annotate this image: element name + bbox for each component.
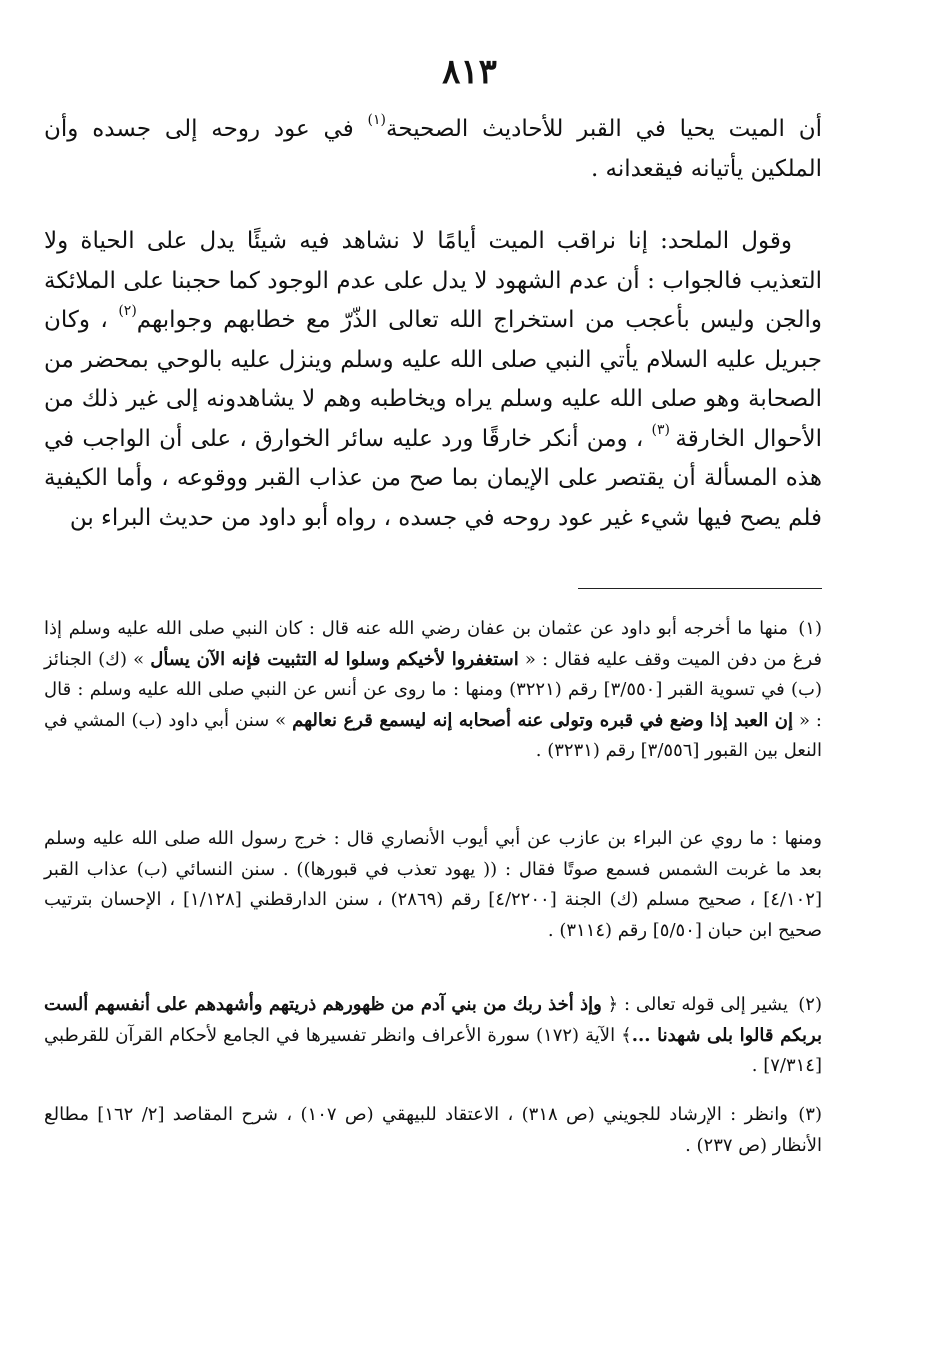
body-paragraph-1 bbox=[44, 110, 822, 189]
footnote-text: » سنن أبي داود (ب) المشي في النعل بين القبور [٣/٥٥٦] رقم (٣٢٣١) . bbox=[44, 709, 822, 761]
footnote-number: (٢) bbox=[798, 994, 822, 1015]
body-text: ، ومن أنكر خارقًا ورد عليه سائر الخوارق ، على أن الواجب في هذه المسألة أن يقتصر على الإيمان بما صح من عذاب القبر ووقوعه ، وأما الكيفية فلم يصح فيها شيء غير عود روحه في جسده ، رواه أبو داود من حديث البراء بن bbox=[44, 425, 822, 531]
footnote-text: منها ما أخرجه أبو داود عن عثمان بن عفان رضي الله عنه قال : كان النبي صلى الله عليه وسلم إذا فرغ من دفن الميت وقف عليه فقال : « bbox=[44, 618, 822, 670]
footnote-1 bbox=[44, 614, 822, 767]
page-number: ٨١٣ bbox=[442, 52, 497, 92]
footnote-text: ومنها : ما روي عن البراء بن عازب عن أبي أيوب الأنصاري قال : خرج رسول الله صلى الله عليه وسلم بعد ما غربت الشمس فسمع صوتًا فقال : (( يهود تعذب في قبورها)) . سنن النسائي (ب) عذاب القبر [٤/١٠٢] ، صحيح مسلم (ك) الجنة [٤/٢٢٠٠] رقم (٢٨٦٩) ، سنن الدارقطني [١/١٢٨] ، الإحسان بترتيب صحيح ابن حبان [٥/٥٠] رقم (٣١١٤) . bbox=[44, 828, 823, 941]
body-text: في عود روحه إلى جسده وأن الملكين يأتيانه فيقعدانه . bbox=[44, 116, 822, 182]
quran-quote: وإذ أخذ ربك من بني آدم من ظهورهم ذريتهم وأشهدهم على أنفسهم ألست بربكم قالوا بلى شهدنا ... bbox=[44, 994, 822, 1046]
body-text: أن الميت يحيا في القبر للأحاديث الصحيحة bbox=[386, 116, 822, 142]
footnote-ref-3[interactable]: (٣) bbox=[651, 421, 676, 438]
body-paragraph-2 bbox=[44, 222, 822, 538]
body-text: وقول الملحد: إنا نراقب الميت أيامًا لا نشاهد فيه شيئًا يدل على الحياة ولا التعذيب فالجواب : أن عدم الشهود لا يدل على عدم الوجود كما حجبنا على الملائكة والجن وليس بأعجب من استخراج الله تعالى الذّرّ مع خطابهم وجوابهم bbox=[44, 228, 822, 333]
footnote-text: يشير إلى قوله تعالى : ﴿ bbox=[601, 994, 788, 1015]
body-text: ، وكان جبريل عليه السلام يأتي النبي صلى الله عليه وسلم وينزل عليه بالوحي بمحضر من الصحابة وهو صلى الله عليه وسلم يراه ويخاطبه وهم لا يشاهدونه إلى غير ذلك من الأحوال الخارقة bbox=[44, 307, 822, 452]
hadith-quote: إن العبد إذا وضع في قبره وتولى عنه أصحابه إنه ليسمع قرع نعالهم bbox=[292, 709, 794, 731]
footnote-2 bbox=[44, 990, 822, 1082]
footnote-number: (١) bbox=[798, 618, 822, 639]
footnote-ref-2[interactable]: (٢) bbox=[118, 303, 137, 320]
footnote-1-continued bbox=[44, 824, 822, 946]
footnote-ref-1[interactable]: (١) bbox=[367, 112, 387, 129]
footnote-text: وانظر : الإرشاد للجويني (ص ٣١٨) ، الاعتقاد للبيهقي (ص ١٠٧) ، شرح المقاصد [٢/ ١٦٢] مطالع الأنظار (ص ٢٣٧) . bbox=[44, 1104, 822, 1156]
footnote-text: » (ك) الجنائز (ب) في تسوية القبر [٣/٥٥٠] رقم (٣٢٢١) ومنها : ما روى عن أنس عن النبي صلى الله عليه وسلم : قال : « bbox=[44, 648, 822, 731]
footnote-text: ﴾ الآية (١٧٢) سورة الأعراف وانظر تفسيرها في الجامع لأحكام القرآن للقرطبي [٧/٣١٤] . bbox=[44, 1024, 822, 1076]
footnote-3 bbox=[44, 1100, 822, 1161]
hadith-quote: استغفروا لأخيكم وسلوا له التثبيت فإنه الآن يسأل bbox=[150, 648, 519, 670]
footnote-number: (٣) bbox=[798, 1104, 822, 1125]
footnote-separator bbox=[578, 588, 822, 589]
